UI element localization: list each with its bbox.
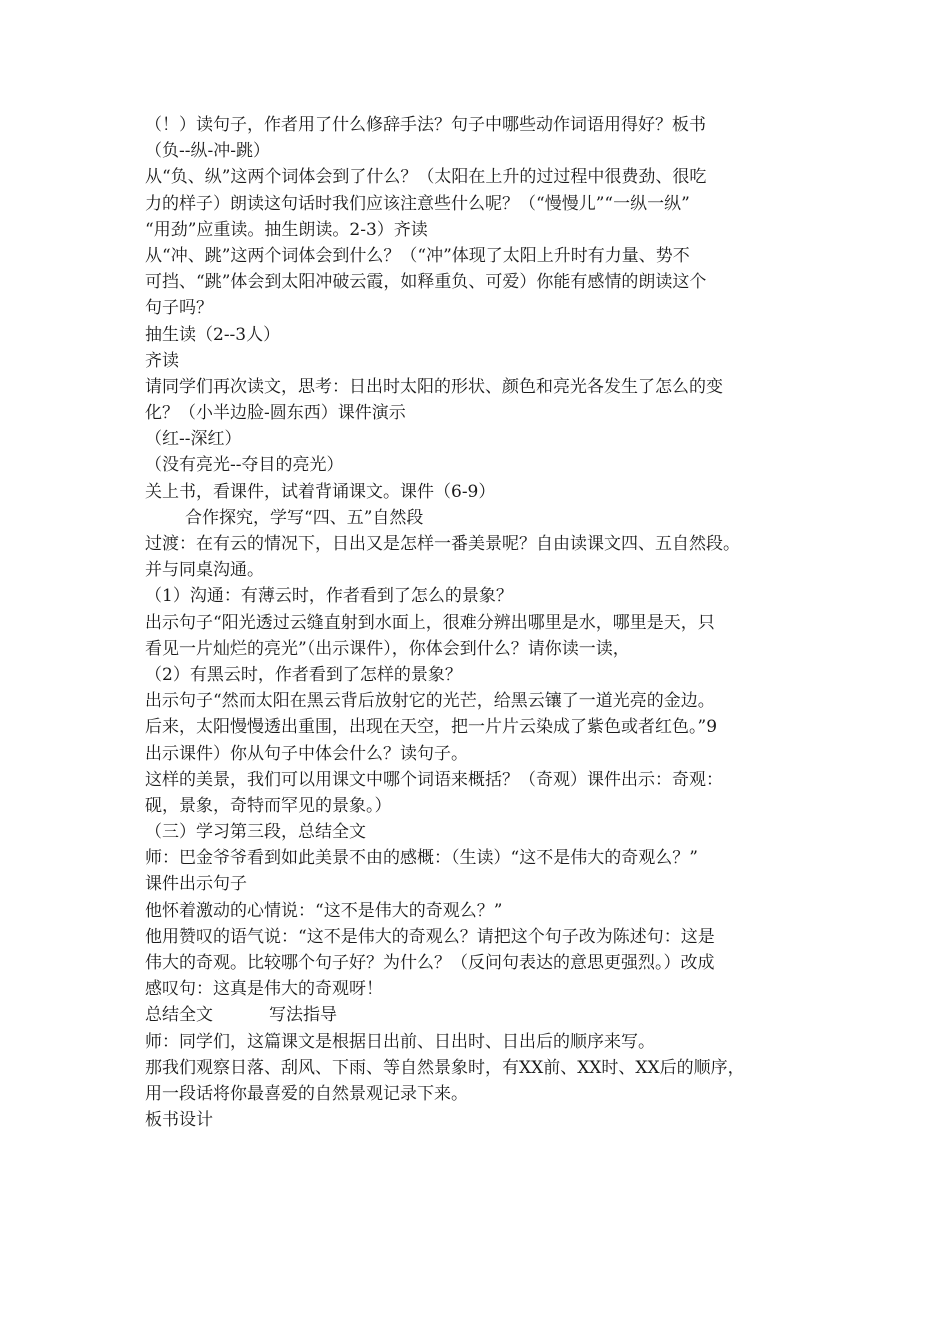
summary-line: [145, 1002, 815, 1028]
section-heading: 板书设计: [145, 1110, 213, 1131]
text-line: 感叹句：这真是伟大的奇观呀！: [145, 979, 383, 1000]
text-line: 从“负、纵”这两个词体会到了什么？（太阳在上升的过过程中很费劲、很吃: [145, 167, 707, 188]
text-line: 他怀着激动的心情说：“这不是伟大的奇观么？”: [145, 900, 503, 921]
text-line: 齐读: [145, 350, 179, 371]
section-heading: 合作探究，学写“四、五”自然段: [185, 507, 424, 528]
text-line: 请同学们再次读文，思考：日出时太阳的形状、颜色和亮光各发生了怎么的变: [145, 376, 723, 397]
text-line: （红--深红）: [145, 429, 242, 450]
text-line: 过渡：在有云的情况下，日出又是怎样一番美景呢？自由读课文四、五自然段。: [145, 534, 740, 554]
section-heading: （三）学习第三段，总结全文: [145, 822, 366, 843]
text-line: 化？（小半边脸-圆东西）课件演示: [145, 403, 406, 424]
text-line: 师：巴金爷爷看到如此美景不由的感概：（生读）“这不是伟大的奇观么？”: [145, 848, 698, 869]
text-line: “用劲”应重读。抽生朗读。2-3）齐读: [145, 219, 428, 240]
document-body: [145, 112, 815, 1133]
text-line: 他用赞叹的语气说：“这不是伟大的奇观么？请把这个句子改为陈述句：这是: [145, 926, 715, 947]
text-line: （没有亮光--夺目的亮光）: [145, 455, 344, 476]
text-line: 砚，景象，奇特而罕见的景象。）: [145, 795, 392, 816]
text-line: 师：同学们，这篇课文是根据日出前、日出时、日出后的顺序来写。: [145, 1031, 655, 1052]
text-line: 句子吗？: [145, 298, 213, 319]
writing-guide-label: 写法指导: [269, 1005, 337, 1026]
text-line: 出示句子“阳光透过云缝直射到水面上，很难分辨出哪里是水，哪里是天，只: [145, 612, 715, 633]
text-line: 用一段话将你最喜爱的自然景观记录下来。: [145, 1083, 468, 1104]
text-line: （2）有黑云时，作者看到了怎样的景象？: [145, 664, 462, 685]
text-line: （！）读句子，作者用了什么修辞手法？句子中哪些动作词语用得好？板书: [145, 115, 706, 135]
text-line: （负--纵-冲-跳）: [145, 141, 270, 162]
text-line: 这样的美景，我们可以用课文中哪个词语来概括？（奇观）课件出示：奇观：: [145, 769, 723, 790]
text-line: 抽生读（2--3人）: [145, 324, 281, 345]
text-line: 关上书，看课件，试着背诵课文。课件（6-9）: [145, 481, 496, 502]
text-line: 课件出示句子: [145, 874, 247, 895]
text-line: 后来，太阳慢慢透出重围，出现在天空，把一片片云染成了紫色或者红色。”9: [145, 717, 718, 738]
text-line: 从“冲、跳”这两个词体会到什么？（“冲”体现了太阳上升时有力量、势不: [145, 245, 690, 266]
text-line: 出示句子“然而太阳在黑云背后放射它的光芒，给黑云镶了一道光亮的金边。: [145, 691, 715, 712]
text-line: 那我们观察日落、刮风、下雨、等自然景象时，有XX前、XX时、XX后的顺序，: [145, 1057, 745, 1078]
text-line: （1）沟通：有薄云时，作者看到了怎么的景象？: [145, 586, 513, 607]
text-line: 伟大的奇观。比较哪个句子好？为什么？（反问句表达的意思更强烈。）改成: [145, 953, 715, 973]
text-line: 力的样子）朗读这句话时我们应该注意些什么呢？（“慢慢儿”“一纵一纵”: [145, 193, 690, 214]
text-line: 看见一片灿烂的亮光”（出示课件），你体会到什么？请你读一读，: [145, 638, 630, 659]
text-line: 可挡、“跳”体会到太阳冲破云霞，如释重负、可爱）你能有感情的朗读这个: [145, 272, 707, 293]
text-line: 并与同桌沟通。: [145, 560, 264, 581]
summary-label: 总结全文: [145, 1005, 213, 1026]
text-line: 出示课件）你从句子中体会什么？读句子。: [145, 743, 468, 764]
